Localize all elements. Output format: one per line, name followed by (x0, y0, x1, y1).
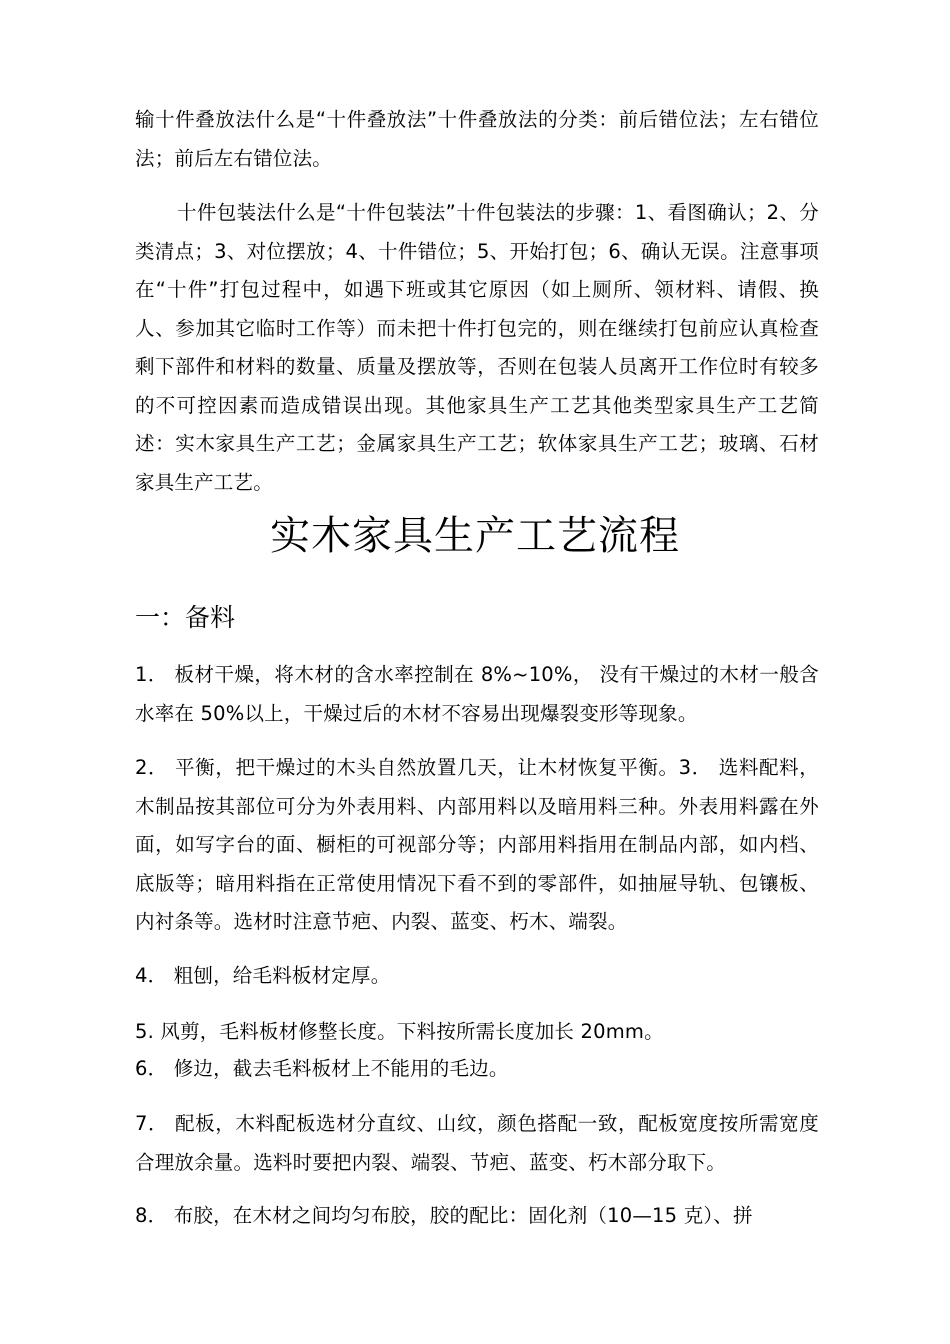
intro-paragraph-packing-method: 十件包装法什么是“十件包装法”十件包装法的步骤：1、看图确认；2、分类清点；3、对位摆放；4、十件错位；5、开始打包；6、确认无误。注意事项在“十件”打包过程中，如遇下班或其它原因（如上厕所、领材料、请假、换人、参加其它临时工作等）而未把十件打包完的，则在继续打包前应认真检查剩下部件和材料的数量、质量及摆放等，否则在包装人员离开工作位时有较多的不可控因素而造成错误出现。其他家具生产工艺其他类型家具生产工艺简述：实木家具生产工艺；金属家具生产工艺；软体家具生产工艺；玻璃、石材家具生产工艺。 (135, 201, 819, 494)
intro-paragraph-stacking-method: 输十件叠放法什么是“十件叠放法”十件叠放法的分类：前后错位法；左右错位法；前后左右错位法。 (135, 108, 819, 170)
step-5-paragraph: 5. 风剪，毛料板材修整长度。下料按所需长度加长 20mm。 (135, 1020, 664, 1043)
document-title: 实木家具生产工艺流程 (270, 513, 680, 559)
step-6-paragraph: 6． 修边，截去毛料板材上不能用的毛边。 (135, 1057, 509, 1080)
step-8-paragraph: 8． 布胶，在木材之间均匀布胶，胶的配比：固化剂（10—15 克）、拼 (135, 1204, 753, 1227)
step-1-paragraph: 1． 板材干燥，将木材的含水率控制在 8%~10%， 没有干燥过的木材一般含水率在 50%以上，干燥过后的木材不容易出现爆裂变形等现象。 (135, 663, 819, 725)
step-4-paragraph: 4． 粗刨，给毛料板材定厚。 (135, 964, 391, 987)
section-heading-preparation: 一：备料 (135, 603, 236, 632)
step-2-3-paragraph: 2． 平衡，把干燥过的木头自然放置几天，让木材恢复平衡。3． 选料配料，木制品按其部位可分为外表用料、内部用料以及暗用料三种。外表用料露在外面，如写字台的面、橱柜的可视部分等；内部用料指用在制品内部，如内档、底版等；暗用料指在正常使用情况下看不到的零部件，如抽屉导轨、包镶板、内衬条等。选材时注意节疤、内裂、蓝变、朽木、端裂。 (135, 756, 819, 933)
step-7-paragraph: 7． 配板，木料配板选材分直纹、山纹，颜色搭配一致，配板宽度按所需宽度合理放余量。选料时要把内裂、端裂、节疤、蓝变、朽木部分取下。 (135, 1112, 819, 1174)
